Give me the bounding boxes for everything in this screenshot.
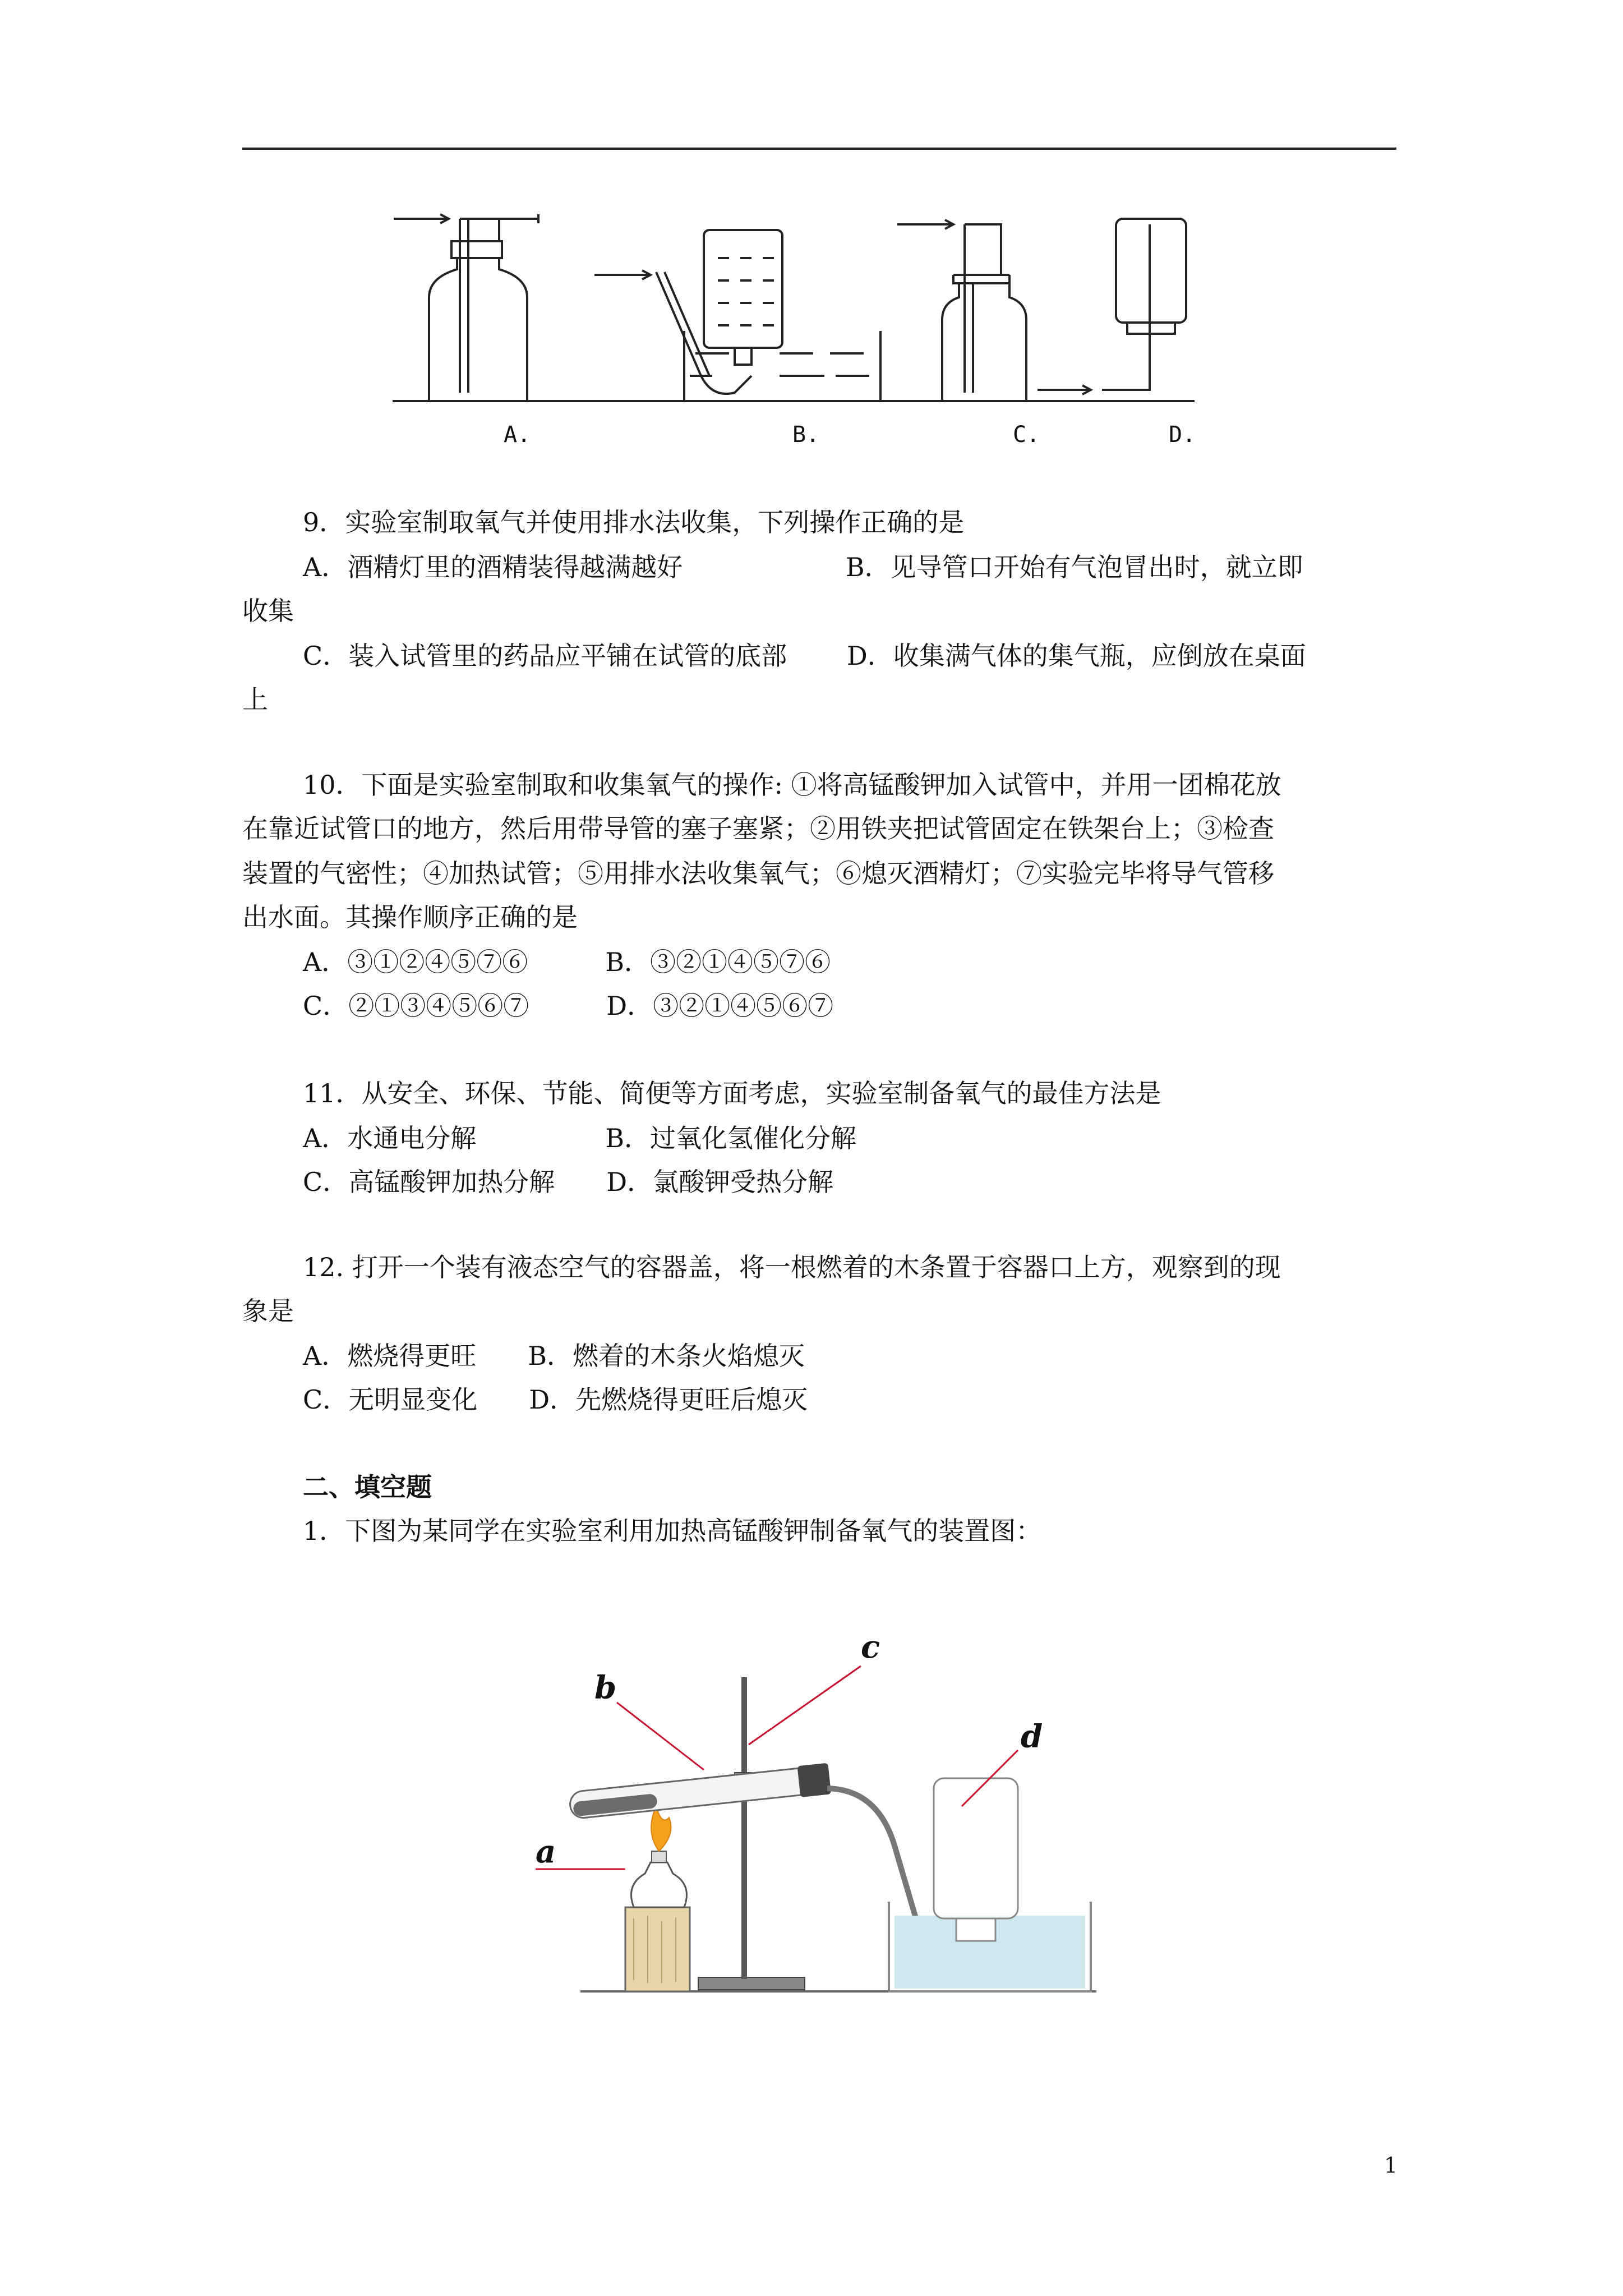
test-tube [569,1763,831,1821]
q12-line3: A．燃烧得更旺 B．燃着的木条火焰熄灭 [303,1341,805,1371]
section2-q1: 1．下图为某同学在实验室利用加热高锰酸钾制备氧气的装置图： [303,1516,1042,1546]
q11-line3: C．高锰酸钾加热分解 D．氯酸钾受热分解 [303,1167,834,1197]
stand-base [698,1977,805,1990]
label-d: d [1021,1718,1043,1755]
pointer-c [749,1666,861,1745]
q10-line3: 装置的气密性；④加热试管；⑤用排水法收集氧气；⑥熄灭酒精灯；⑦实验完毕将导气管移 [242,858,1274,889]
device-d [1038,219,1186,394]
device-b [594,230,880,401]
figure1-label-d: D. [1169,422,1196,448]
wooden-block [625,1907,690,1991]
q10-line1: 10．下面是实验室制取和收集氧气的操作: ①将高锰酸钾加入试管中，并用一团棉花放 [303,770,1281,800]
section2-title: 二、填空题 [303,1472,432,1502]
q10-line6: C．②①③④⑤⑥⑦ D．③②①④⑤⑥⑦ [303,991,834,1021]
flame [651,1806,671,1851]
q9-line5: 上 [242,684,268,715]
header-rule [242,148,1396,150]
q9-line2: A．酒精灯里的酒精装得越满越好 B．见导管口开始有气泡冒出时，就立即 [303,552,1303,582]
q11-line2: A．水通电分解 B．过氧化氢催化分解 [303,1123,857,1153]
q9-stem: 9．实验室制取氧气并使用排水法收集，下列操作正确的是 [303,507,965,537]
q11-line1: 11．从安全、环保、节能、简便等方面考虑，实验室制备氧气的最佳方法是 [303,1078,1161,1108]
figure1-label-a: A. [504,422,531,448]
device-c [897,220,1026,401]
figure1-label-b: B. [792,422,820,448]
q12-line4: C．无明显变化 D．先燃烧得更旺后熄灭 [303,1384,808,1415]
q12-line2: 象是 [242,1296,294,1326]
figure-gas-collection-devices [387,208,1239,432]
pointer-b [617,1703,704,1770]
oxygen-apparatus-drawing [536,1610,1108,2003]
label-c: c [861,1628,880,1665]
gas-jar [934,1778,1018,1918]
alcohol-lamp [631,1862,687,1907]
q10-line4: 出水面。其操作顺序正确的是 [242,902,578,932]
figure-oxygen-apparatus [536,1610,1108,2003]
page-number: 1 [1384,2153,1398,2178]
q9-line3: 收集 [242,596,294,626]
q9-line4: C．装入试管里的药品应平铺在试管的底部 D．收集满气体的集气瓶，应倒放在桌面 [303,641,1306,671]
collection-devices-drawing [387,208,1239,432]
device-a [394,214,538,401]
q12-line1: 12. 打开一个装有液态空气的容器盖，将一根燃着的木条置于容器口上方，观察到的现 [303,1252,1281,1282]
q10-line2: 在靠近试管口的地方，然后用带导管的塞子塞紧；②用铁夹把试管固定在铁架台上；③检查 [242,813,1274,844]
q10-line5: A．③①②④⑤⑦⑥ B．③②①④⑤⑦⑥ [303,947,831,977]
figure1-label-c: C. [1013,422,1040,448]
label-b: b [594,1669,617,1706]
label-a: a [536,1833,556,1870]
